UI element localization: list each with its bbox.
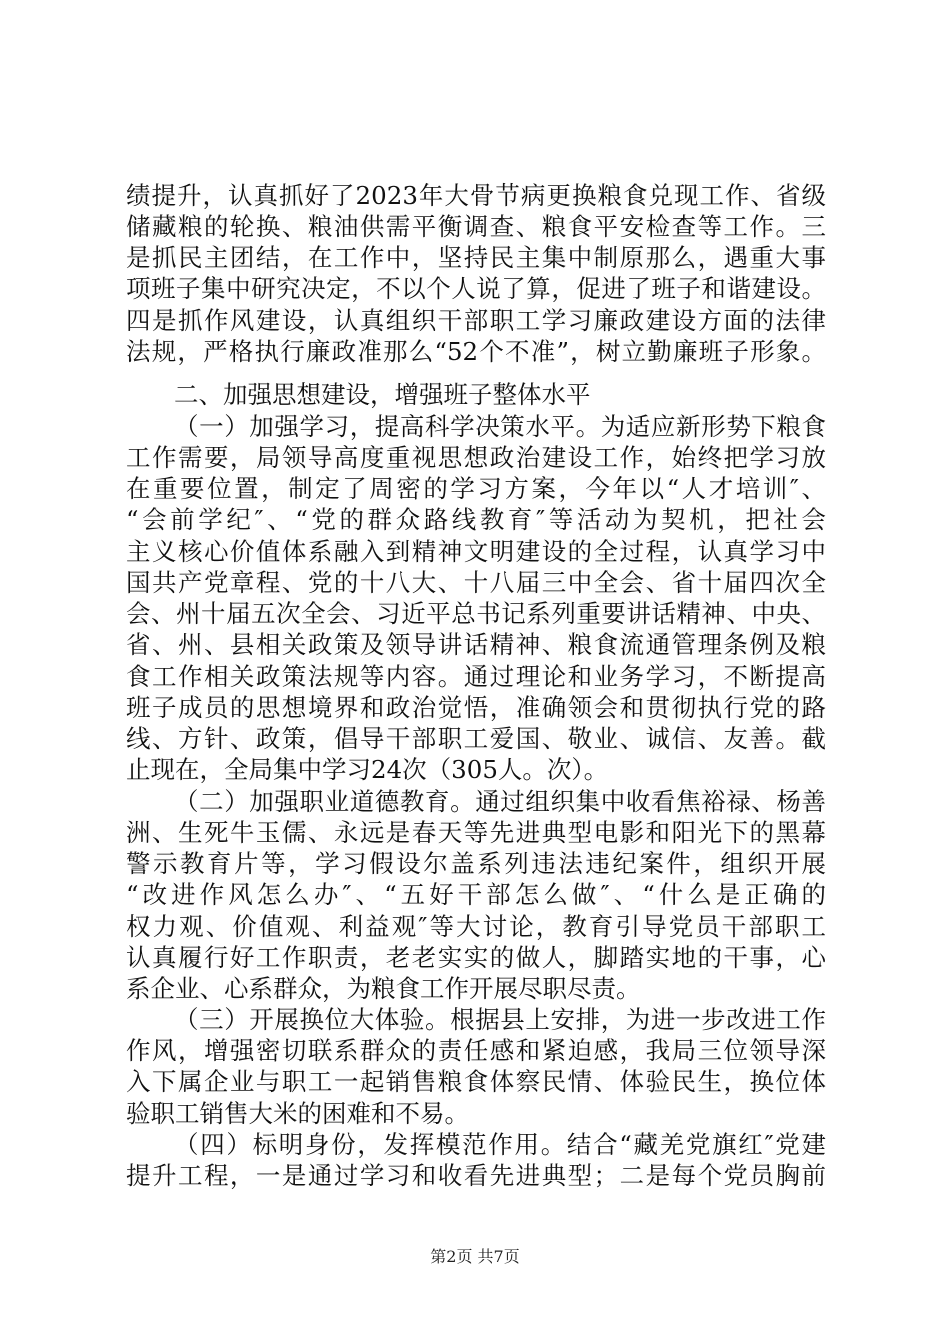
section-heading: 二、加强思想建设，增强班子整体水平 bbox=[174, 380, 591, 410]
text-line: （四）标明身份，发挥模范作用。结合“藏羌党旗红″党建 bbox=[174, 1129, 826, 1159]
text-line: 省、州、县相关政策及领导讲话精神、粮食流通管理条例及粮 bbox=[126, 630, 826, 660]
text-line: 四是抓作风建设，认真组织干部职工学习廉政建设方面的法律 bbox=[126, 305, 826, 335]
text-line: 是抓民主团结，在工作中，坚持民主集中制原那么，遇重大事 bbox=[126, 243, 826, 273]
text-line: “改进作风怎么办″、“五好干部怎么做″、“什么是正确的 bbox=[126, 880, 826, 910]
text-line: 绩提升，认真抓好了2023年大骨节病更换粮食兑现工作、省级 bbox=[126, 181, 826, 210]
text-line: （一）加强学习，提高科学决策水平。为适应新形势下粮食 bbox=[174, 412, 826, 442]
text-line: （二）加强职业道德教育。通过组织集中收看焦裕禄、杨善 bbox=[174, 787, 826, 817]
text-line: 班子成员的思想境界和政治觉悟，准确领会和贯彻执行党的路 bbox=[126, 693, 826, 723]
text-line: （三）开展换位大体验。根据县上安排，为进一步改进工作 bbox=[174, 1005, 826, 1035]
text-line: 提升工程，一是通过学习和收看先进典型；二是每个党员胸前 bbox=[126, 1161, 826, 1190]
text-line: 工作需要，局领导高度重视思想政治建设工作，始终把学习放 bbox=[126, 443, 826, 473]
text-line: 会、州十届五次全会、习近平总书记系列重要讲话精神、中央、 bbox=[126, 599, 826, 629]
text-line: 储藏粮的轮换、粮油供需平衡调查、粮食平安检查等工作。三 bbox=[126, 212, 826, 241]
text-line: 食工作相关政策法规等内容。通过理论和业务学习，不断提高 bbox=[126, 662, 826, 692]
text-line: 止现在，全局集中学习24次（305人。次）。 bbox=[126, 755, 609, 785]
text-line: 法规，严格执行廉政准那么“52个不准”，树立勤廉班子形象。 bbox=[126, 336, 826, 366]
text-line: 线、方针、政策，倡导干部职工爱国、敬业、诚信、友善。截 bbox=[126, 724, 826, 754]
text-line: 在重要位置，制定了周密的学习方案，今年以“人才培训″、 bbox=[126, 474, 826, 504]
text-line: 验职工销售大米的困难和不易。 bbox=[126, 1098, 469, 1128]
text-line: 国共产党章程、党的十八大、十八届三中全会、省十届四次全 bbox=[126, 568, 826, 598]
text-line: 认真履行好工作职责，老老实实的做人，脚踏实地的干事，心 bbox=[126, 943, 826, 973]
text-line: 洲、生死牛玉儒、永远是春天等先进典型电影和阳光下的黑幕 bbox=[126, 818, 826, 848]
text-line: “会前学纪″、“党的群众路线教育″等活动为契机，把社会 bbox=[126, 505, 826, 535]
text-line: 系企业、心系群众，为粮食工作开展尽职尽责。 bbox=[126, 974, 641, 1004]
page-number-footer: 第2页 共7页 bbox=[430, 1247, 520, 1266]
text-line: 警示教育片等，学习假设尔盖系列违法违纪案件，组织开展 bbox=[126, 849, 826, 879]
text-line: 项班子集中研究决定，不以个人说了算，促进了班子和谐建设。 bbox=[126, 274, 826, 304]
text-line: 入下属企业与职工一起销售粮食体察民情、体验民生，换位体 bbox=[126, 1067, 826, 1097]
text-line: 作风，增强密切联系群众的责任感和紧迫感，我局三位领导深 bbox=[126, 1036, 826, 1066]
text-line: 主义核心价值体系融入到精神文明建设的全过程，认真学习中 bbox=[126, 537, 826, 567]
text-line: 权力观、价值观、利益观″等大讨论，教育引导党员干部职工 bbox=[126, 912, 826, 941]
